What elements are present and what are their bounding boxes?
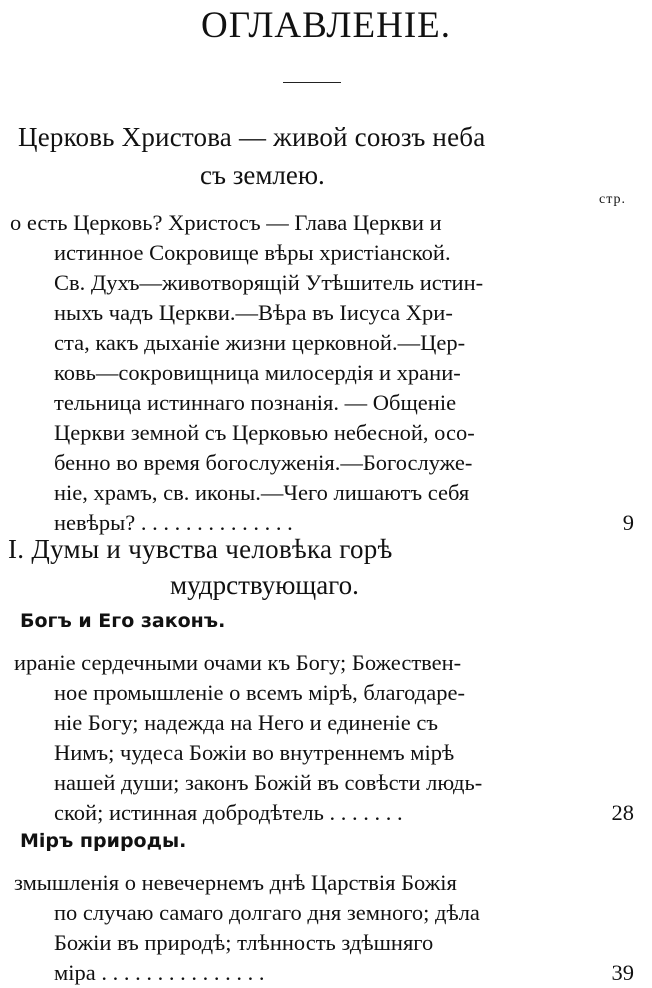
entry-line: бенно во время богослуженія.—Богослуже- [54, 450, 473, 475]
section1-heading-line2: съ землею. [200, 160, 325, 190]
entry-line: ніе Богу; надежда на Него и единеніе съ [54, 710, 439, 735]
entry-line: Нимъ; чудеса Божіи во внутреннемъ мірѣ [54, 740, 455, 765]
page-number: 9 [622, 510, 634, 535]
entry-line: змышленія о невечернемъ днѣ Царствія Божія [14, 870, 457, 895]
entry-line: ста, какъ дыханіе жизни церковной.—Цер- [54, 330, 466, 355]
subsection-heading: Богъ и Его законъ. [20, 610, 226, 632]
entry-line: ное промышленіе о всемъ мірѣ, благодаре- [54, 680, 465, 705]
page-column-label: стр. [598, 192, 626, 207]
entry-line: ніе, храмъ, св. иконы.—Чего лишаютъ себя [54, 480, 470, 505]
title-rule [283, 82, 341, 83]
entry-line: истинное Сокровище вѣры христіанской. [54, 240, 451, 265]
entry-line: міра . . . . . . . . . . . . . . . [54, 960, 265, 985]
entry-line: ковь—сокровищница милосердія и храни- [54, 360, 461, 385]
page-title: ОГЛАВЛЕНІЕ. [200, 5, 451, 46]
entry-line: ской; истинная добродѣтель . . . . . . . [54, 800, 403, 825]
section1-heading-line1: Церковь Христова — живой союзъ неба [18, 122, 486, 152]
entry-line: Церкви земной съ Церковью небесной, осо- [54, 420, 475, 445]
section2-heading-line2: мудрствующаго. [170, 570, 359, 600]
entry-line: о есть Церковь? Христосъ — Глава Церкви и [10, 210, 442, 235]
entry-line: невѣры? . . . . . . . . . . . . . . [54, 510, 293, 535]
entry-line: нашей души; законъ Божій въ совѣсти людь- [54, 770, 483, 795]
entry-line: по случаю самаго долгаго дня земного; дѣла [54, 900, 480, 925]
entry-line: Божіи въ природѣ; тлѣнность здѣшняго [54, 930, 434, 955]
entry-line: ираніе сердечными очами къ Богу; Божествен- [14, 650, 462, 675]
entry-line: тельница истиннаго познанія. — Общеніе [54, 390, 457, 415]
page-number: 28 [611, 800, 634, 825]
section2-heading-line1: I. Думы и чувства человѣка горѣ [8, 534, 393, 564]
entry-line: Св. Духъ—животворящій Утѣшитель истин- [54, 270, 484, 295]
subsection-heading: Міръ природы. [20, 830, 187, 852]
entry-line: ныхъ чадъ Церкви.—Вѣра въ Іисуса Хри- [54, 300, 453, 325]
page-number: 39 [611, 960, 634, 985]
